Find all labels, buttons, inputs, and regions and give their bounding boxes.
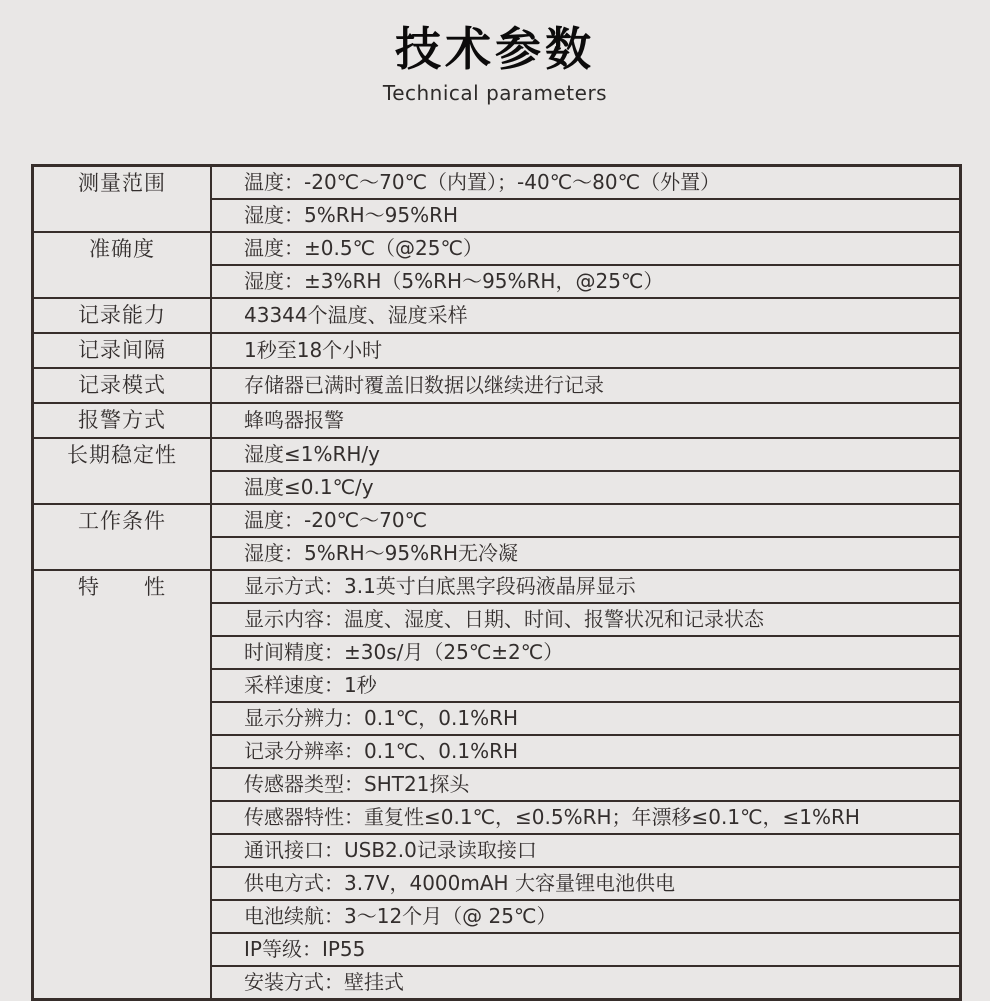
value-record-interval: 1秒至18个小时 [211,333,961,368]
value-humidity-accuracy: 湿度：±3%RH（5%RH～95%RH，@25℃） [211,265,961,298]
table-row [33,570,961,603]
param-label-long-term-stability: 长期稳定性 [33,438,212,504]
value-sensor-type: 传感器类型：SHT21探头 [211,768,961,801]
param-label-features: 特 性 [33,570,212,1000]
value-humidity-range: 湿度：5%RH～95%RH [211,199,961,232]
table-row [33,368,961,403]
value-display-content: 显示内容：温度、湿度、日期、时间、报警状况和记录状态 [211,603,961,636]
value-sampling-speed: 采样速度：1秒 [211,669,961,702]
table-row [33,298,961,333]
table-row [33,504,961,537]
param-label-measurement-range: 测量范围 [33,166,212,233]
value-temperature-accuracy: 温度：±0.5℃（@25℃） [211,232,961,265]
value-humidity-stability: 湿度≤1%RH/y [211,438,961,471]
value-record-mode: 存储器已满时覆盖旧数据以继续进行记录 [211,368,961,403]
param-label-record-mode: 记录模式 [33,368,212,403]
value-ip-rating: IP等级：IP55 [211,933,961,966]
value-time-accuracy: 时间精度：±30s/月（25℃±2℃） [211,636,961,669]
param-label-record-interval: 记录间隔 [33,333,212,368]
value-working-humidity: 湿度：5%RH～95%RH无冷凝 [211,537,961,570]
table-row [33,232,961,265]
table-row [33,403,961,438]
value-display-mode: 显示方式：3.1英寸白底黑字段码液晶屏显示 [211,570,961,603]
value-communication-interface: 通讯接口：USB2.0记录读取接口 [211,834,961,867]
value-temperature-range: 温度：-20℃～70℃（内置）；-40℃～80℃（外置） [211,166,961,200]
value-working-temperature: 温度：-20℃～70℃ [211,504,961,537]
technical-parameters-table [31,164,962,1001]
param-label-working-conditions: 工作条件 [33,504,212,570]
page-subtitle: Technical parameters [382,81,608,106]
value-battery-life: 电池续航：3～12个月（@ 25℃） [211,900,961,933]
table-row [33,438,961,471]
table-row [33,333,961,368]
param-label-accuracy: 准确度 [33,232,212,298]
params-table [31,164,962,1001]
value-record-capacity: 43344个温度、湿度采样 [211,298,961,333]
page-header [0,0,990,105]
value-display-resolution: 显示分辨力：0.1℃，0.1%RH [211,702,961,735]
value-power-supply: 供电方式：3.7V，4000mAH 大容量锂电池供电 [211,867,961,900]
param-label-alarm-mode: 报警方式 [33,403,212,438]
value-temperature-stability: 温度≤0.1℃/y [211,471,961,504]
page-title: 技术参数 [395,22,595,76]
value-sensor-characteristics: 传感器特性：重复性≤0.1℃，≤0.5%RH；年漂移≤0.1℃，≤1%RH [211,801,961,834]
table-row [33,166,961,200]
value-alarm-mode: 蜂鸣器报警 [211,403,961,438]
param-label-record-capacity: 记录能力 [33,298,212,333]
value-mounting-method: 安装方式：壁挂式 [211,966,961,1000]
value-record-resolution: 记录分辨率：0.1℃、0.1%RH [211,735,961,768]
